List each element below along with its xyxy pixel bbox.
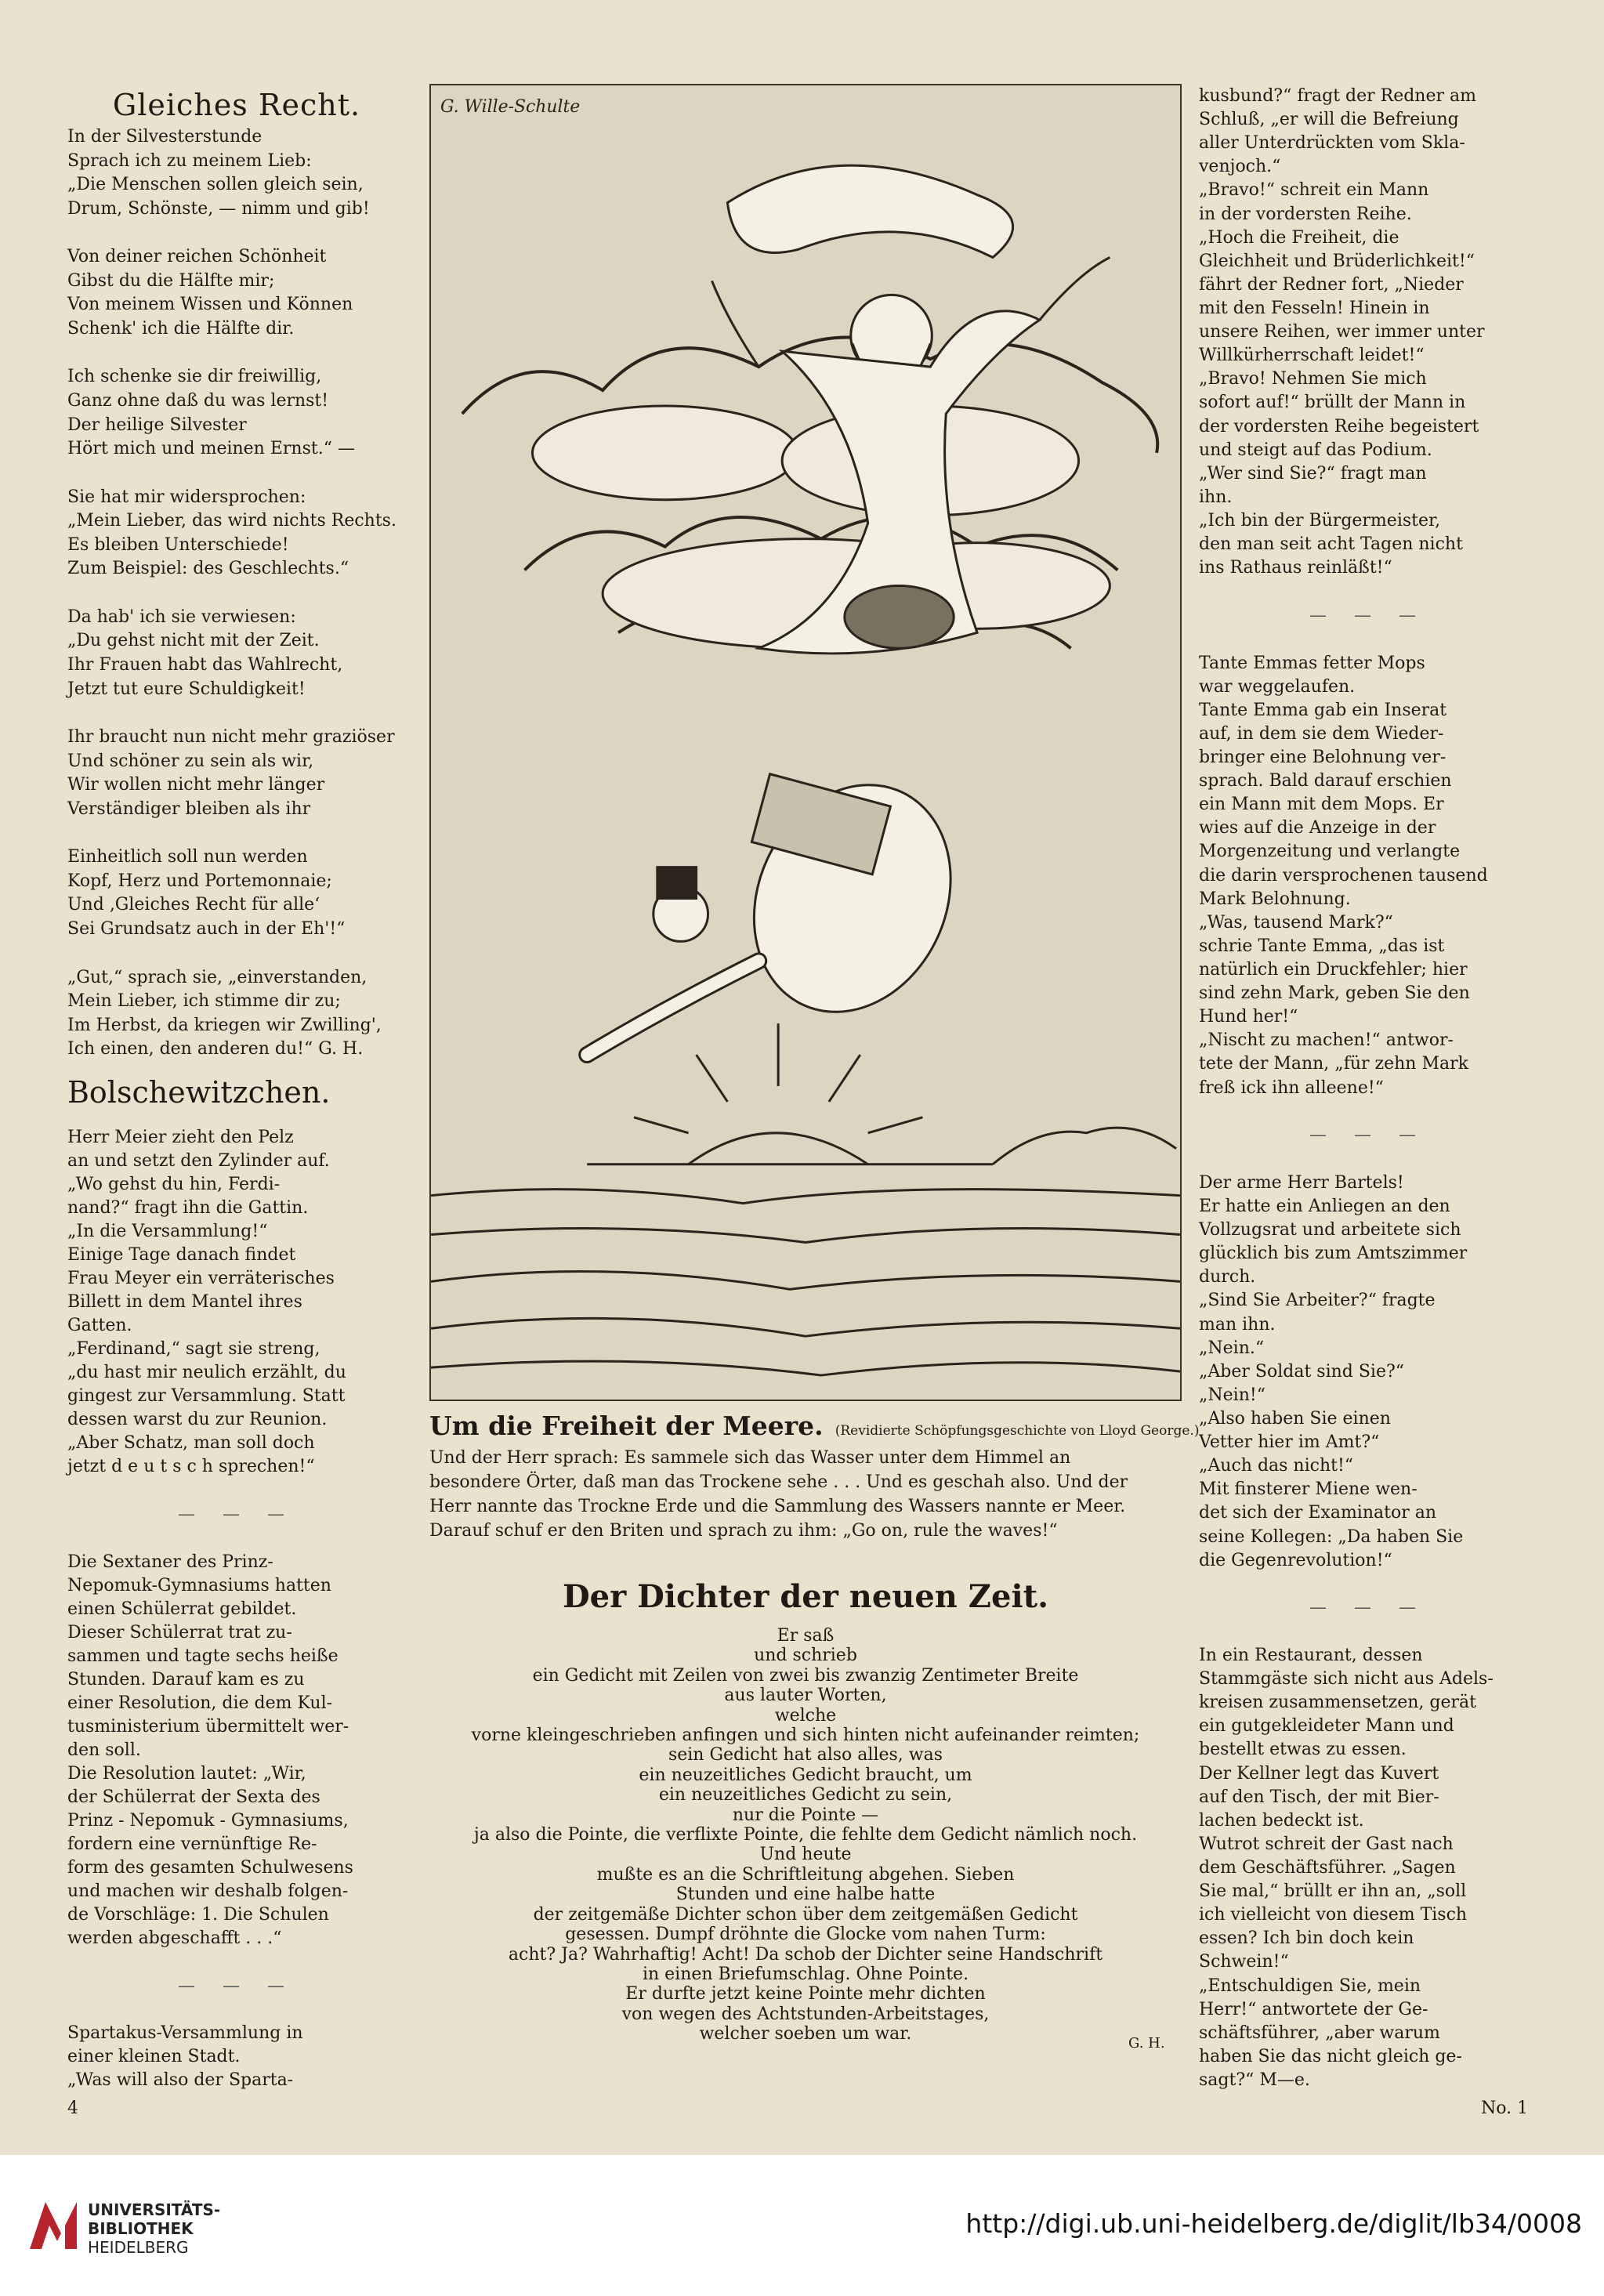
text-line: „Nein!“ xyxy=(1199,1385,1265,1405)
text-line: Spartakus-Versammlung in xyxy=(67,2023,303,2044)
caption-line: Und der Herr sprach: Es sammele sich das Wasser unter dem Himmel an xyxy=(429,1448,1071,1468)
text-line: lachen bedeckt ist. xyxy=(1199,1810,1364,1831)
poem-line: „Die Menschen sollen gleich sein, xyxy=(67,175,364,195)
text-line xyxy=(1199,1620,1537,1644)
text-line: Schluß, „er will die Befreiung xyxy=(1199,110,1459,130)
text-line: form des gesamten Schulwesens xyxy=(67,1857,353,1878)
dichter-line: ein neuzeitliches Gedicht braucht, um xyxy=(639,1765,972,1785)
text-line: „Wo gehst du hin, Ferdi- xyxy=(67,1175,281,1195)
poem-line: Da hab' ich sie verwiesen: xyxy=(67,607,296,627)
poem-line: Im Herbst, da kriegen wir Zwilling', xyxy=(67,1015,382,1035)
text-line: de Vorschläge: 1. Die Schulen xyxy=(67,1904,329,1925)
text-line: ihn. xyxy=(1199,487,1233,507)
poem-line: Mein Lieber, ich stimme dir zu; xyxy=(67,991,341,1012)
library-name-line2: BIBLIOTHEK xyxy=(88,2219,194,2238)
text-line xyxy=(67,1526,406,1551)
poem-line: Ich schenke sie dir freiwillig, xyxy=(67,367,322,387)
text-line: den man seit acht Tagen nicht xyxy=(1199,534,1463,555)
text-line: schrie Tante Emma, „das ist xyxy=(1199,936,1445,956)
text-line: sprach. Bald darauf erschien xyxy=(1199,771,1452,791)
text-line: freß ick ihn alleene!“ xyxy=(1199,1077,1384,1098)
text-line: glücklich bis zum Amtszimmer xyxy=(1199,1244,1468,1264)
text-line: Hund her!“ xyxy=(1199,1007,1298,1027)
text-line: fährt der Redner fort, „Nieder xyxy=(1199,274,1464,295)
text-line: venjoch.“ xyxy=(1199,157,1281,177)
dichter-line: gesessen. Dumpf dröhnte die Glocke vom nahen Turm: xyxy=(565,1925,1046,1945)
text-line: ein Mann mit dem Mops. Er xyxy=(1199,795,1444,815)
text-line: aller Unterdrückten vom Skla- xyxy=(1199,133,1465,154)
dichter-line: ein Gedicht mit Zeilen von zwei bis zwanzig Zentimeter Breite xyxy=(532,1665,1079,1686)
text-line: unsere Reihen, wer immer unter xyxy=(1199,322,1485,342)
text-line: dessen warst du zur Reunion. xyxy=(67,1410,328,1430)
poem-line: Wir wollen nicht mehr länger xyxy=(67,775,325,795)
page-number: 4 xyxy=(67,2099,78,2118)
text-line: Sie mal,“ brüllt er ihn an, „soll xyxy=(1199,1881,1467,1902)
text-line: Tante Emma gab ein Inserat xyxy=(1199,700,1447,720)
illustration xyxy=(429,84,1182,1401)
text-line: auf, in dem sie dem Wieder- xyxy=(1199,723,1444,744)
text-line: Morgenzeitung und verlangte xyxy=(1199,842,1461,862)
poem-line: „Mein Lieber, das wird nichts Rechts. xyxy=(67,511,396,531)
dichter-line: nur die Pointe — xyxy=(732,1805,879,1825)
poem-line: Sei Grundsatz auch in der Eh'!“ xyxy=(67,918,346,939)
poem-line: Ihr braucht nun nicht mehr graziöser xyxy=(67,727,395,748)
text-line: „Ferdinand,“ sagt sie streng, xyxy=(67,1339,320,1360)
text-line: kreisen zusammensetzen, gerät xyxy=(1199,1693,1476,1713)
text-line: Willkürherrschaft leidet!“ xyxy=(1199,346,1425,366)
text-line: „Was will also der Sparta- xyxy=(67,2070,294,2091)
poem-line: Drum, Schönste, — nimm und gib! xyxy=(67,198,370,219)
poem-line: Kopf, Herz und Portemonnaie; xyxy=(67,871,332,891)
caption-body xyxy=(429,1446,1213,1543)
text-line xyxy=(67,1998,406,2023)
text-line: tete der Mann, „für zehn Mark xyxy=(1199,1054,1468,1074)
poem-title: Gleiches Recht. xyxy=(112,88,361,122)
text-line: jetzt d e u t s c h sprechen!“ xyxy=(67,1457,315,1477)
text-line: durch. xyxy=(1199,1267,1256,1287)
library-name xyxy=(88,2200,220,2257)
text-line: „Bravo! Nehmen Sie mich xyxy=(1199,369,1427,389)
text-line: Gleichheit und Brüderlichkeit!“ xyxy=(1199,251,1475,271)
text-line: den soll. xyxy=(67,1740,141,1760)
text-line: „Entschuldigen Sie, mein xyxy=(1199,1976,1421,1996)
poem-line: Zum Beispiel: des Geschlechts.“ xyxy=(67,559,349,579)
dichter-line: von wegen des Achtstunden-Arbeitstages, xyxy=(621,2004,990,2024)
text-line: „Aber Soldat sind Sie?“ xyxy=(1199,1361,1405,1382)
text-line xyxy=(1199,1573,1537,1597)
text-line: ins Rathaus reinläßt!“ xyxy=(1199,558,1392,578)
poem-line: Schenk' ich die Hälfte dir. xyxy=(67,318,295,339)
text-line: Die Resolution lautet: „Wir, xyxy=(67,1763,306,1784)
left-column xyxy=(67,125,406,1062)
text-line: tusministerium übermittelt wer- xyxy=(67,1716,349,1736)
library-name-line3: HEIDELBERG xyxy=(88,2238,189,2257)
poem-line: Sprach ich zu meinem Lieb: xyxy=(67,150,312,171)
text-line: man ihn. xyxy=(1199,1314,1276,1335)
text-line: „Bravo!“ schreit ein Mann xyxy=(1199,180,1429,201)
text-line: „Nein.“ xyxy=(1199,1338,1265,1358)
text-line xyxy=(1199,1147,1537,1172)
dichter-line: aus lauter Worten, xyxy=(724,1686,887,1706)
text-line: — — — xyxy=(178,1976,295,1996)
text-line xyxy=(1199,1100,1537,1124)
dichter-line: vorne kleingeschrieben anfingen und sich hinten nicht aufeinander reimten; xyxy=(471,1726,1140,1746)
text-line: „Aber Schatz, man soll doch xyxy=(67,1433,315,1454)
source-url[interactable]: http://digi.ub.uni-heidelberg.de/diglit/lb34/0008 xyxy=(965,2208,1582,2239)
dichter-signature: G. H. xyxy=(1128,2035,1165,2052)
text-line: dem Geschäftsführer. „Sagen xyxy=(1199,1858,1456,1878)
poem-line xyxy=(67,341,406,365)
poem-line: Einheitlich soll nun werden xyxy=(67,847,308,867)
text-line: Dieser Schülerrat trat zu- xyxy=(67,1622,292,1642)
poem-line: Es bleiben Unterschiede! xyxy=(67,534,289,555)
text-line: Vetter hier im Amt?“ xyxy=(1199,1432,1380,1453)
poem-line: Und ‚Gleiches Recht für alle‘ xyxy=(67,895,320,915)
text-line: nand?“ fragt ihn die Gattin. xyxy=(67,1198,309,1219)
dichter-line: in einen Briefumschlag. Ohne Pointe. xyxy=(642,1964,969,1984)
text-line: die Gegenrevolution!“ xyxy=(1199,1550,1392,1570)
text-line: der Schülerrat der Sexta des xyxy=(67,1787,320,1807)
dichter-line: der zeitgemäße Dichter schon über dem zeitgemäßen Gedicht xyxy=(533,1904,1078,1925)
text-line: und steigt auf das Podium. xyxy=(1199,440,1432,460)
text-line: die darin versprochenen tausend xyxy=(1199,865,1488,885)
artist-signature: G. Wille-Schulte xyxy=(440,96,581,117)
poem-line: „Du gehst nicht mit der Zeit. xyxy=(67,631,320,651)
text-line: und machen wir deshalb folgen- xyxy=(67,1881,349,1901)
text-line: det sich der Examinator an xyxy=(1199,1503,1437,1523)
dichter-line: ja also die Pointe, die verflixte Pointe, die fehlte dem Gedicht nämlich noch. xyxy=(473,1825,1138,1845)
caption-line: Herr nannte das Trockne Erde und die Sammlung des Wassers nannte er Meer. xyxy=(429,1497,1126,1516)
text-line: „Ich bin der Bürgermeister, xyxy=(1199,510,1441,531)
text-line: bringer eine Belohnung ver- xyxy=(1199,748,1446,767)
text-line: sofort auf!“ brüllt der Mann in xyxy=(1199,393,1466,413)
poem-line xyxy=(67,701,406,726)
dichter-title: Der Dichter der neuen Zeit. xyxy=(562,1578,1049,1615)
dichter-line: Und heute xyxy=(759,1845,852,1865)
bolschewitzchen-body xyxy=(67,1126,406,2092)
text-line: Der arme Herr Bartels! xyxy=(1199,1172,1404,1193)
poem-line: Ihr Frauen habt das Wahlrecht, xyxy=(67,654,343,675)
text-line: wies auf die Anzeige in der xyxy=(1199,818,1436,838)
text-line: in der vordersten Reihe. xyxy=(1199,204,1412,224)
dichter-body xyxy=(429,1626,1182,2044)
text-line xyxy=(1199,580,1537,604)
dichter-line: ein neuzeitliches Gedicht zu sein, xyxy=(658,1785,953,1805)
caption xyxy=(429,1411,1213,1543)
text-line: „Hoch die Freiheit, die xyxy=(1199,227,1399,248)
caption-line: Darauf schuf er den Briten und sprach zu ihm: „Go on, rule the waves!“ xyxy=(429,1521,1058,1541)
text-line: ein gutgekleideter Mann und xyxy=(1199,1716,1454,1736)
poem-line: Ich einen, den anderen du!“ G. H. xyxy=(67,1039,364,1059)
text-line: „Auch das nicht!“ xyxy=(1199,1456,1354,1476)
poem-line: Sie hat mir widersprochen: xyxy=(67,487,306,507)
text-line xyxy=(67,1479,406,1503)
text-line: „Also haben Sie einen xyxy=(1199,1409,1391,1429)
poem-line: Und schöner zu sein als wir, xyxy=(67,751,314,771)
dichter-line: sein Gedicht hat also alles, was xyxy=(668,1745,943,1765)
text-line: werden abgeschafft . . .“ xyxy=(67,1928,282,1948)
poem-line xyxy=(67,821,406,846)
text-line: Mark Belohnung. xyxy=(1199,889,1351,909)
poem-line: Hört mich und meinen Ernst.“ — xyxy=(67,439,355,459)
text-line: essen? Ich bin doch kein xyxy=(1199,1928,1414,1949)
poem-line: Der heilige Silvester xyxy=(67,415,247,435)
text-line: haben Sie das nicht gleich ge- xyxy=(1199,2046,1462,2066)
text-line: fordern eine vernünftige Re- xyxy=(67,1834,317,1854)
text-line: — — — xyxy=(1309,1598,1427,1618)
caption-title: Um die Freiheit der Meere. xyxy=(429,1411,824,1441)
dichter-line: Stunden und eine halbe hatte xyxy=(675,1885,936,1905)
text-line: „Sind Sie Arbeiter?“ fragte xyxy=(1199,1291,1436,1311)
text-line: Stammgäste sich nicht aus Adels- xyxy=(1199,1669,1494,1689)
dichter-line: acht? Ja? Wahrhaftig! Acht! Da schob der Dichter seine Handschrift xyxy=(508,1944,1103,1965)
text-line: In ein Restaurant, dessen xyxy=(1199,1646,1423,1666)
text-line: natürlich ein Druckfehler; hier xyxy=(1199,959,1468,980)
poem-line: Ganz ohne daß du was lernst! xyxy=(67,390,329,411)
poem-line: „Gut,“ sprach sie, „einverstanden, xyxy=(67,967,368,987)
poem-line: Von meinem Wissen und Können xyxy=(67,295,353,315)
poem-line: Gibst du die Hälfte mir; xyxy=(67,270,275,291)
text-line: Schwein!“ xyxy=(1199,1952,1289,1972)
text-line: Frau Meyer ein verräterisches xyxy=(67,1269,335,1289)
bolschewitzchen-title: Bolschewitzchen. xyxy=(67,1075,331,1110)
text-line: „In die Versammlung!“ xyxy=(67,1222,268,1242)
text-line: Gatten. xyxy=(67,1316,132,1336)
text-line: einen Schülerrat gebildet. xyxy=(67,1599,297,1619)
text-line: Er hatte ein Anliegen an den xyxy=(1199,1197,1450,1217)
dichter-line: mußte es an die Schriftleitung abgehen. Sieben xyxy=(596,1864,1015,1885)
text-line: Nepomuk-Gymnasiums hatten xyxy=(67,1575,331,1595)
text-line: einer Resolution, die dem Kul- xyxy=(67,1693,333,1713)
text-line: schäftsführer, „aber warum xyxy=(1199,2023,1440,2043)
poem-line: In der Silvesterstunde xyxy=(67,127,263,147)
text-line: Der Kellner legt das Kuvert xyxy=(1199,1763,1439,1784)
text-line: an und setzt den Zylinder auf. xyxy=(67,1151,330,1172)
text-line: war weggelaufen. xyxy=(1199,676,1356,697)
dichter-line: Er saß xyxy=(777,1626,835,1646)
text-line: „Wer sind Sie?“ fragt man xyxy=(1199,463,1427,483)
dichter-line: welcher soeben um war. xyxy=(699,2024,912,2044)
text-line: — — — xyxy=(1309,1125,1427,1146)
poem-line xyxy=(67,221,406,245)
text-line: Herr Meier zieht den Pelz xyxy=(67,1128,294,1147)
footer-bar xyxy=(0,2155,1604,2296)
issue-number: No. 1 xyxy=(1481,2099,1529,2118)
text-line: „Was, tausend Mark?“ xyxy=(1199,912,1393,933)
poem-line: Von deiner reichen Schönheit xyxy=(67,247,327,267)
text-line: seine Kollegen: „Da haben Sie xyxy=(1199,1526,1464,1547)
dichter-line: welche xyxy=(774,1705,837,1726)
poem-line xyxy=(67,942,406,966)
poem-body xyxy=(67,125,406,1062)
text-line: Einige Tage danach findet xyxy=(67,1245,296,1266)
text-line: sammen und tagte sechs heiße xyxy=(67,1646,339,1666)
library-name-line1: UNIVERSITÄTS- xyxy=(88,2200,221,2219)
text-line: kusbund?“ fragt der Redner am xyxy=(1199,86,1476,106)
right-column xyxy=(1199,85,1537,2092)
illustration-drawing xyxy=(431,85,1180,1400)
text-line: Die Sextaner des Prinz- xyxy=(67,1552,273,1572)
text-line: gingest zur Versammlung. Statt xyxy=(67,1386,346,1407)
text-line: — — — xyxy=(1309,605,1427,625)
text-line: einer kleinen Stadt. xyxy=(67,2047,241,2067)
text-line: bestellt etwas zu essen. xyxy=(1199,1740,1407,1760)
text-line: Vollzugsrat und arbeitete sich xyxy=(1199,1220,1461,1240)
text-line: sind zehn Mark, geben Sie den xyxy=(1199,983,1470,1004)
text-line: Prinz - Nepomuk - Gymnasiums, xyxy=(67,1810,349,1831)
text-line: mit den Fesseln! Hinein in xyxy=(1199,298,1430,318)
text-line: Wutrot schreit der Gast nach xyxy=(1199,1834,1454,1854)
text-line: Mit finsterer Miene wen- xyxy=(1199,1479,1418,1500)
text-line: sagt?“ M—e. xyxy=(1199,2070,1310,2090)
text-line: Stunden. Darauf kam es zu xyxy=(67,1669,305,1689)
text-line: „du hast mir neulich erzählt, du xyxy=(67,1363,346,1383)
text-line: — — — xyxy=(178,1504,295,1524)
text-line xyxy=(67,1950,406,1975)
caption-subtitle: (Revidierte Schöpfungsgeschichte von Lloyd George.) xyxy=(835,1423,1200,1439)
text-line: auf den Tisch, der mit Bier- xyxy=(1199,1787,1439,1807)
text-line xyxy=(1199,628,1537,652)
dichter-line: und schrieb xyxy=(754,1646,857,1666)
text-line: der vordersten Reihe begeistert xyxy=(1199,416,1479,436)
caption-line: besondere Örter, daß man das Trockene sehe . . . Und es geschah also. Und der xyxy=(429,1472,1128,1492)
dichter-line: Er durfte jetzt keine Pointe mehr dichten xyxy=(625,1984,986,2004)
text-line: „Nischt zu machen!“ antwor- xyxy=(1199,1030,1454,1051)
text-line: ich vielleicht von diesem Tisch xyxy=(1199,1905,1468,1925)
poem-line: Verständiger bleiben als ihr xyxy=(67,799,311,819)
poem-line xyxy=(67,462,406,486)
text-line: Tante Emmas fetter Mops xyxy=(1199,653,1425,673)
poem-line: Jetzt tut eure Schuldigkeit! xyxy=(67,679,306,699)
text-line: Herr!“ antwortete der Ge- xyxy=(1199,1999,1428,2019)
text-line: Billett in dem Mantel ihres xyxy=(67,1292,302,1313)
poem-line xyxy=(67,581,406,606)
